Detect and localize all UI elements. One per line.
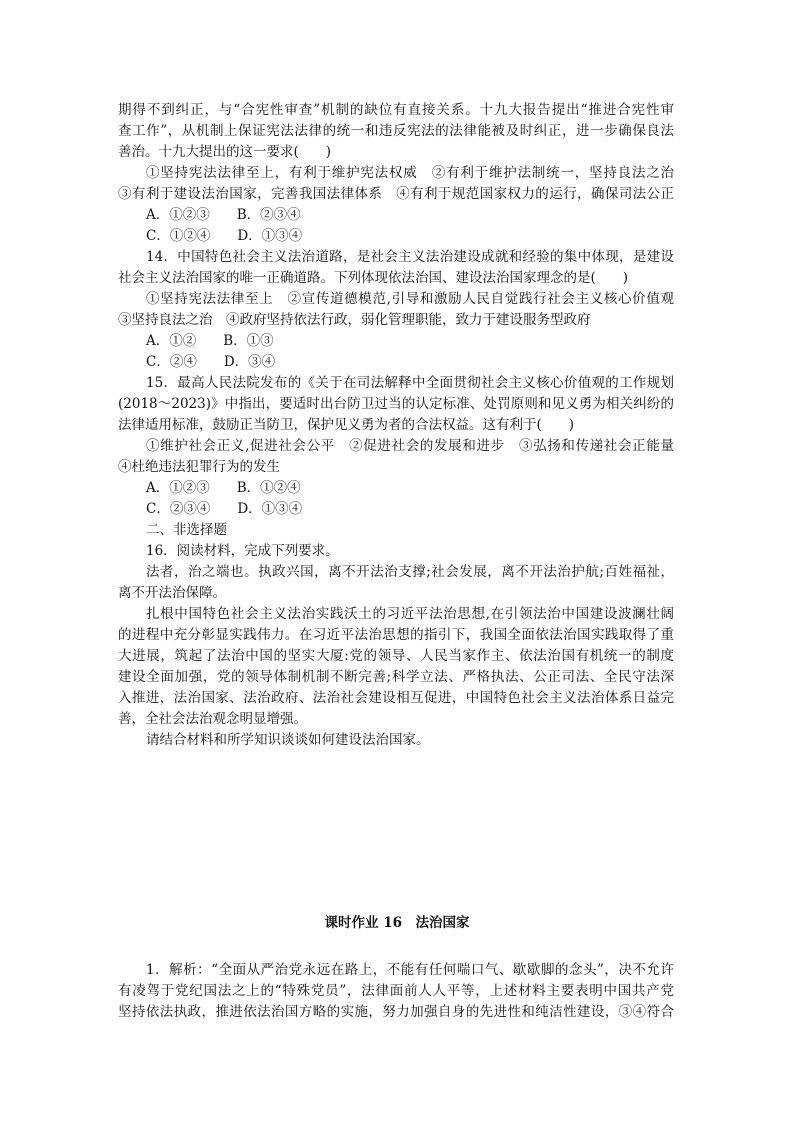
q14-choices-1: A．①② B．①③ (146, 333, 274, 349)
q15-choices-2: C．②③④ D．①③④ (146, 501, 303, 517)
part2-heading: 二、非选择题 (146, 522, 227, 538)
q13-line-3: 善治。十九大提出的这一要求( ) (118, 144, 332, 160)
answer-line-2: 有凌驾于党纪国法之上的“特殊党员”，法律面前人人平等，上述材料主要表明中国共产党 (118, 983, 674, 999)
q16-line-1: 16．阅读材料，完成下列要求。 (146, 543, 339, 559)
q16-prompt: 请结合材料和所学知识谈谈如何建设法治国家。 (146, 732, 430, 748)
q14-line-1: 14．中国特色社会主义法治道路，是社会主义法治建设成就和经验的集中体现，是建设 (146, 249, 674, 265)
q15-choices-1: A．①②③ B．①②④ (146, 480, 301, 496)
q13-choices-1: A．①②③ B．②③④ (146, 207, 301, 223)
q15-option-line-2: ④杜绝违法犯罪行为的发生 (118, 459, 280, 475)
q15-option-line-1: ①维护社会正义,促进社会公平 ②促进社会的发展和进步 ③弘扬和传递社会正能量 (146, 438, 674, 454)
q16-para2-line-1: 扎根中国特色社会主义法治实践沃土的习近平法治思想,在引领法治中国建设波澜壮阔 (146, 606, 674, 622)
q14-line-2: 社会主义法治国家的唯一正确道路。下列体现依法治国、建设法治国家理念的是( ) (118, 270, 629, 286)
q14-option-line-2: ③坚持良法之治 ④政府坚持依法行政，弱化管理职能，致力于建设服务型政府 (118, 312, 591, 328)
q15-line-1: 15．最高人民法院发布的《关于在司法解释中全面贯彻社会主义核心价值观的工作规划 (146, 375, 674, 391)
q16-para2-line-6: 善，全社会法治观念明显增强。 (118, 711, 307, 727)
q13-line-1: 期得不到纠正，与“合宪性审查”机制的缺位有直接关系。十九大报告提出“推进合宪性审 (118, 102, 674, 118)
q13-line-2: 查工作”，从机制上保证宪法法律的统一和违反宪法的法律能被及时纠正，进一步确保良法 (118, 123, 674, 139)
q16-para1-line-2: 离不开法治保障。 (118, 585, 226, 601)
q14-choices-2: C．②④ D．③④ (146, 354, 276, 370)
q13-choices-2: C．①②④ D．①③④ (146, 228, 303, 244)
q14-option-line-1: ①坚持宪法法律至上 ②宣传道德模范,引导和激励人民自觉践行社会主义核心价值观 (146, 291, 674, 307)
answer-line-1: 1．解析：“全面从严治党永远在路上，不能有任何喘口气、歇歇脚的念头”，决不允许 (146, 962, 674, 978)
q16-para2-line-4: 建设全面加强，党的领导体制机制不断完善;科学立法、严格执法、公正司法、全民守法深 (118, 669, 674, 685)
q15-line-3: 法律适用标准，鼓励正当防卫，保护见义勇为者的合法权益。这有利于( ) (118, 417, 575, 433)
q16-para2-line-2: 的进程中充分彰显实践伟力。在习近平法治思想的指引下，我国全面依法治国实践取得了重 (118, 627, 674, 643)
q16-para2-line-3: 大进展，筑起了法治中国的坚实大厦:党的领导、人民当家作主、依法治国有机统一的制度 (118, 648, 674, 664)
q16-para2-line-5: 入推进，法治国家、法治政府、法治社会建设相互促进，中国特色社会主义法治体系日益完 (118, 690, 674, 706)
answer-section-title: 课时作业 16 法治国家 (324, 915, 470, 931)
answer-line-3: 坚持依法执政，推进依法治国方略的实施，努力加强自身的先进性和纯洁性建设，③④符合 (118, 1004, 674, 1020)
q13-option-line-1: ①坚持宪法法律至上，有利于维护宪法权威 ②有利于维护法制统一，坚持良法之治 (146, 165, 674, 181)
q16-para1-line-1: 法者，治之端也。执政兴国，离不开法治支撑;社会发展，离不开法治护航;百姓福祉， (146, 564, 674, 580)
q13-option-line-2: ③有利于建设法治国家，完善我国法律体系 ④有利于规范国家权力的运行，确保司法公正 (118, 186, 674, 202)
q15-line-2: (2018～2023)》中指出，要适时出台防卫过当的认定标准、处罚原则和见义勇为相关纠纷的 (118, 396, 674, 412)
